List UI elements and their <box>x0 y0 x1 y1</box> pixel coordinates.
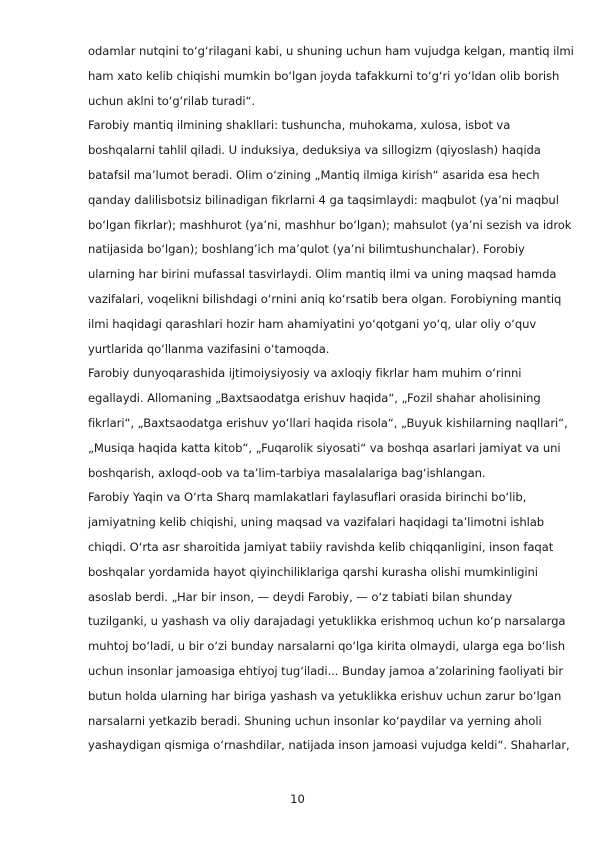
text-line: odamlar nutqini to‘g‘rilagani kabi, u shuning uchun ham vujudga kelgan, mantiq ilmi <box>88 44 574 58</box>
text-line: ularning har birini mufassal tasvirlaydi. Olim mantiq ilmi va uning maqsad hamda <box>88 267 557 282</box>
text-line: ham xato kelib chiqishi mumkin bo‘lgan joyda tafakkurni to‘g‘ri yo‘ldan olib borish <box>88 68 560 83</box>
text-line: yashaydigan qismiga o‘rnashdilar, natijada inson jamoasi vujudga keldi“. Shaharlar, <box>88 738 570 753</box>
text-line: Farobiy Yaqin va O‘rta Sharq mamlakatlari faylasuflari orasida birinchi bo‘lib, <box>88 490 527 505</box>
text-line: „Musiqa haqida katta kitob“, „Fuqarolik siyosati“ va boshqa asarlari jamiyat va uni <box>88 440 561 455</box>
text-line: Farobiy dunyoqarashida ijtimoiysiyosiy va axloqiy fikrlar ham muhim o‘rinni <box>88 366 522 381</box>
text-line: uchun aklni to‘g‘rilab turadi“. <box>88 93 255 108</box>
text-line: natijasida bo‘lgan); boshlang’ich ma’qulot (ya’ni bilimtushunchalar). Forobiy <box>88 242 525 257</box>
text-line: boshqalar yordamida hayot qiyinchiliklariga qarshi kurasha olishi mumkinligini <box>88 564 538 579</box>
text-line: vazifalari, voqelikni bilishdagi o‘rnini aniq ko‘rsatib bera olgan. Forobiyning mantiq <box>88 291 562 306</box>
text-line: egallaydi. Allomaning „Baxtsaodatga erishuv haqida“, „Fozil shahar aholisining <box>88 391 541 406</box>
text-line: Farobiy mantiq ilmining shakllari: tushuncha, muhokama, xulosa, isbot va <box>88 118 511 133</box>
text-line: yurtlarida qo‘llanma vazifasini o‘tamoqda. <box>88 341 330 356</box>
page-number: 10 <box>290 792 305 806</box>
text-line: chiqdi. O‘rta asr sharoitida jamiyat tabiiy ravishda kelib chiqqanligini, inson faqat <box>88 539 554 554</box>
body-text <box>88 39 595 758</box>
text-line: uchun insonlar jamoasiga ehtiyoj tug‘iladi... Bunday jamoa a’zolarining faoliyati bir <box>88 663 564 678</box>
text-line: bo‘lgan fikrlar); mashhurot (ya’ni, mashhur bo‘lgan); mahsulot (ya’ni sezish va idrok <box>88 217 572 232</box>
text-line: boshqalarni tahlil qiladi. U induksiya, deduksiya va sillogizm (qiyoslash) haqida <box>88 143 541 158</box>
text-line: tuzilganki, u yashash va oliy darajadagi yetuklikka erishmoq uchun ko‘p narsalarga <box>88 614 566 629</box>
text-line: qanday dalilisbotsiz bilinadigan fikrlarni 4 ga taqsimlaydi: maqbulot (ya’ni maqbul <box>88 192 559 207</box>
text-line: muhtoj bo‘ladi, u bir o‘zi bunday narsalarni qo‘lga kirita olmaydi, ularga ega bo‘lish <box>88 639 566 654</box>
text-line: butun holda ularning har biriga yashash va yetuklikka erishuv uchun zarur bo‘lgan <box>88 688 562 703</box>
text-line: narsalarni yetkazib beradi. Shuning uchun insonlar ko‘paydilar va yerning aholi <box>88 713 542 728</box>
text-line: asoslab berdi. „Har bir inson, — deydi Farobiy, — o‘z tabiati bilan shunday <box>88 589 513 604</box>
text-line: batafsil ma’lumot beradi. Olim o‘zining „Mantiq ilmiga kirish“ asarida esa hech <box>88 167 540 182</box>
text-line: jamiyatning kelib chiqishi, uning maqsad va vazifalari haqidagi ta’limotni ishlab <box>88 515 545 530</box>
text-line: ilmi haqidagi qarashlari hozir ham ahamiyatini yo‘qotgani yo‘q, ular oliy o‘quv <box>88 316 537 331</box>
text-line: boshqarish, axloqd-oob va ta’lim-tarbiya masalalariga bag‘ishlangan. <box>88 465 486 480</box>
text-line: fikrlari“, „Baxtsaodatga erishuv yo‘llari haqida risola“, „Buyuk kishilarning naqllari“, <box>88 415 568 430</box>
